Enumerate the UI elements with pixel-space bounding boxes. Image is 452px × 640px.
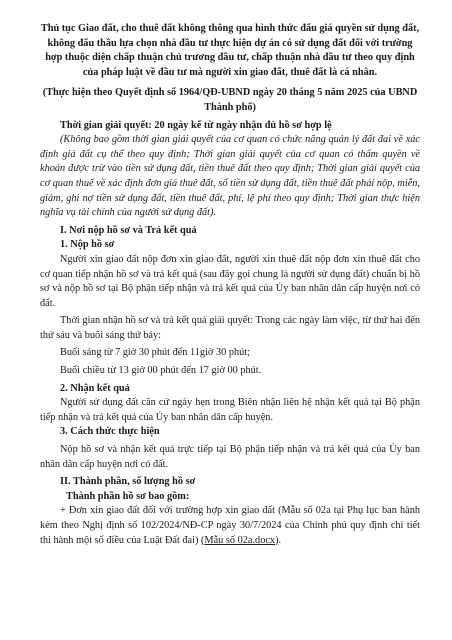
section-1-heading: I. Nơi nộp hồ sơ và Trả kết quả (60, 224, 197, 236)
processing-time-note: (Không bao gồm thời gian giải quyết của cơ quan có chức năng quản lý đất đai về xác định giá đất cụ thể theo quy định; Thời gian giải quyết của cơ quan có thẩm quyền về khoản được trừ vào tiền sử dụng đất, tiền thuê đất theo quy định; Thời gian giải quyết của cơ quan thuế về xác định đơn giá thuê đất, số tiền sử dụng đất, tiền thuê đất phải nộp, miễn, giảm, ghi nợ tiền sử dụng đất, tiền thuê đất, phí, lệ phí theo quy định; Thời gian thực hiện nghĩa vụ tài chính của người sử dụng đất). (40, 134, 420, 219)
document-item-1-end: . (278, 534, 282, 546)
afternoon-hours: Buổi chiều từ 13 giờ 00 phút đến 17 giờ 00 phút. (60, 365, 262, 377)
section-2-subheading: Thành phần hồ sơ bao gồm: (66, 490, 190, 502)
processing-time: Thời gian giải quyết: 20 ngày kể từ ngày nhận đủ hồ sơ hợp lệ (60, 119, 332, 131)
decision-reference: (Thực hiện theo Quyết định số 1964/QĐ-UBND ngày 20 tháng 5 năm 2025 của UBND Thành phố) (42, 87, 418, 113)
document-item-1 (40, 504, 420, 548)
section-1-1-heading: 1. Nộp hồ sơ (60, 239, 115, 251)
section-2-heading: II. Thành phần, số lượng hồ sơ (60, 476, 196, 488)
section-1-2-heading: 2. Nhận kết quả (60, 382, 130, 394)
form-02a-download-link[interactable]: (Mẫu số 02a.docx) (201, 534, 279, 546)
section-1-1-paragraph-2: Thời gian nhận hồ sơ và trả kết quả giải quyết: Trong các ngày làm việc, từ thứ hai đến thứ sáu và buổi sáng thứ bảy: (40, 315, 420, 341)
section-1-3-paragraph: Nộp hồ sơ và nhận kết quả trực tiếp tại Bộ phận tiếp nhận và trả kết quả của Ủy ban nhân dân cấp huyện nơi có đất. (40, 444, 420, 470)
section-1-2-paragraph: Người sử dụng đất căn cứ ngày hẹn trong Biên nhận liên hệ nhận kết quả tại Bộ phận tiếp nhận và trả kết quả của Ủy ban nhân dân cấp huyện. (40, 397, 420, 423)
morning-hours: Buổi sáng từ 7 giờ 30 phút đến 11giờ 30 phút; (60, 347, 250, 359)
section-1-3-heading: 3. Cách thức thực hiện (60, 426, 160, 438)
document-title: Thủ tục Giao đất, cho thuê đất không thông qua hình thức đấu giá quyền sử dụng đất, không đấu thầu lựa chọn nhà đầu tư thực hiện dự án có sử dụng đất đối với trường hợp thuộc diện chấp thuận chủ trương đầu tư, chấp thuận nhà đầu tư theo quy định của pháp luật về đầu tư mà người xin giao đất, thuê đất là cá nhân. (40, 23, 420, 78)
section-1-1-paragraph-1: Người xin giao đất nộp đơn xin giao đất, người xin thuê đất nộp đơn xin thuê đất cho cơ quan tiếp nhận hồ sơ và trả kết quả (sau đây gọi chung là người sử dụng đất) chuẩn bị hồ sơ và nộp hồ sơ tại Bộ phận tiếp nhận và trả kết quả của Ủy ban nhân dân cấp huyện nơi có đất. (40, 253, 420, 309)
document-item-1-text: + Đơn xin giao đất đối với trường hợp xin giao đất (Mẫu số 02a tại Phụ lục ban hành kèm theo Nghị định số 102/2024/NĐ-CP ngày 30/7/2024 của Chính phủ quy định chi tiết thi hành một số điều của Luật Đất đai) (40, 505, 420, 546)
